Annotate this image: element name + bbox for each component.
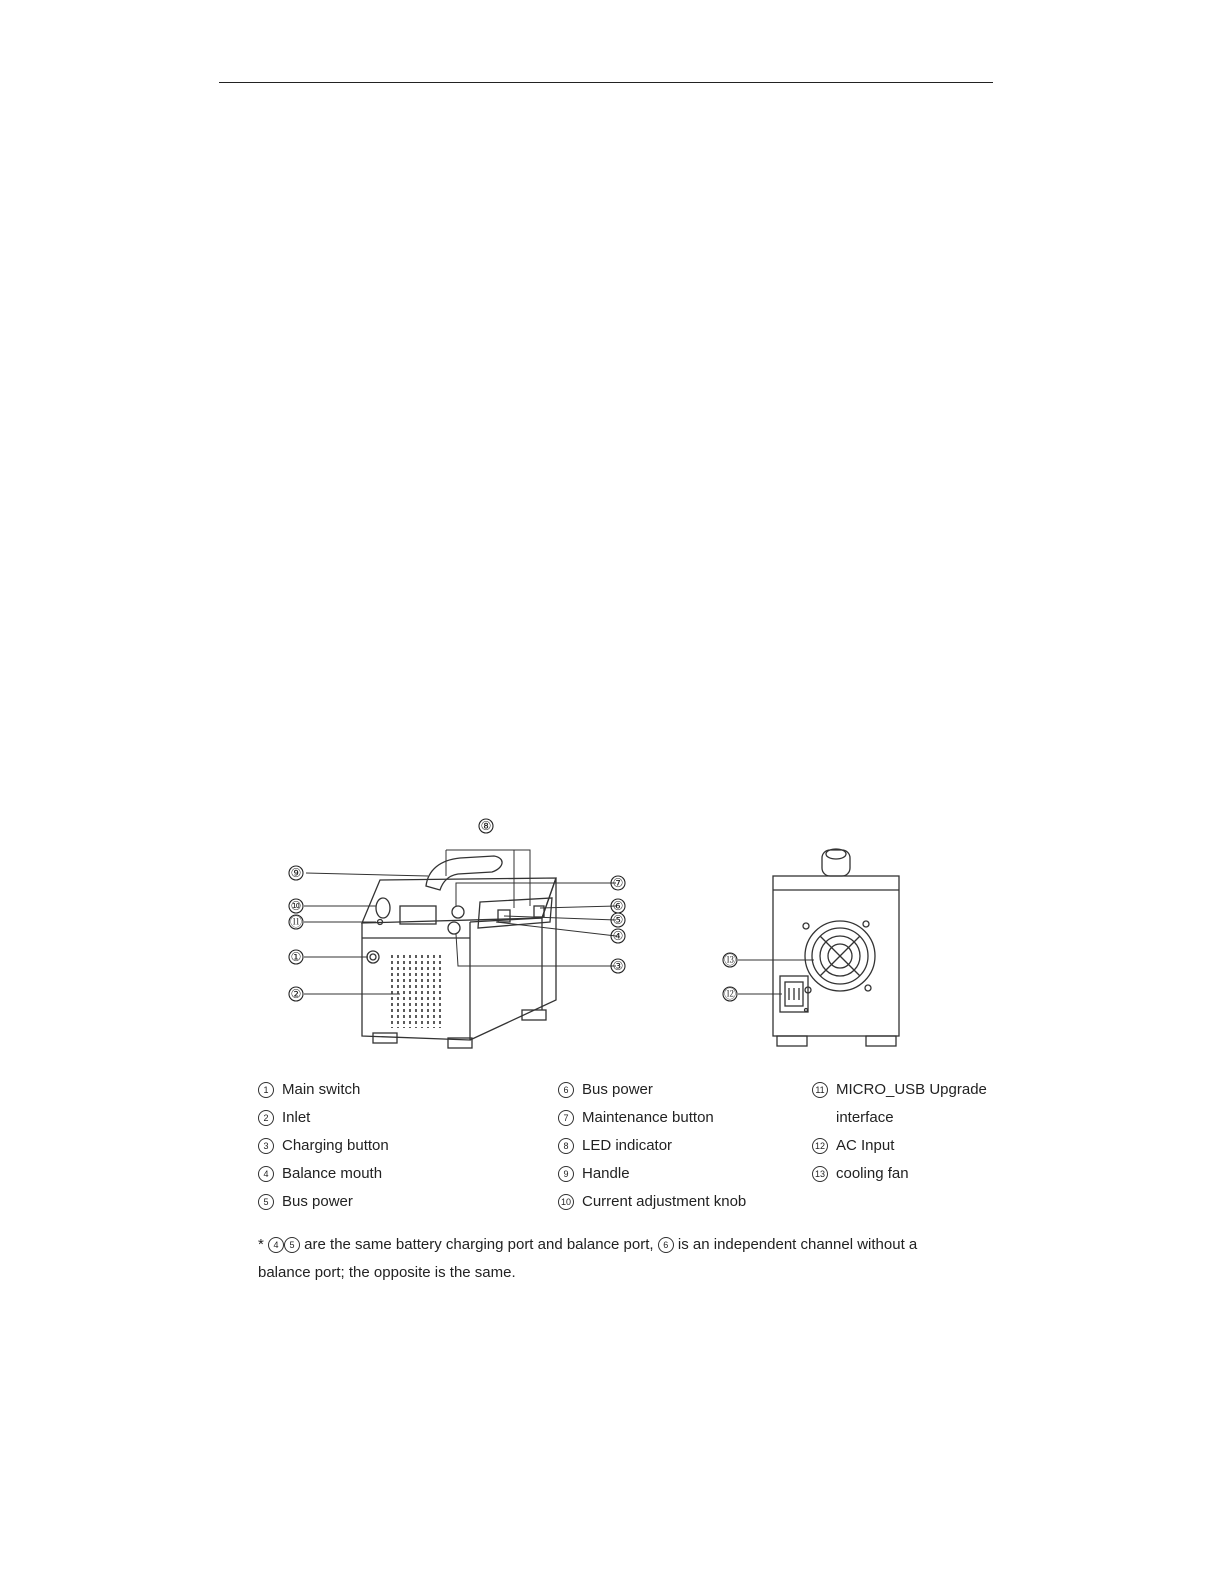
legend-column-1 xyxy=(258,1076,389,1216)
marker-5: ⑤ xyxy=(612,913,624,927)
charger-diagram xyxy=(240,810,1000,1060)
legend-number: 1 xyxy=(258,1082,274,1098)
legend-item xyxy=(812,1132,987,1160)
legend-column-2 xyxy=(558,1076,746,1216)
legend-number: 12 xyxy=(812,1138,828,1154)
legend-label: Current adjustment knob xyxy=(582,1193,747,1210)
legend-label: interface xyxy=(836,1109,894,1126)
footnote-text: is an independent channel without a balance port; the opposite is the same. xyxy=(258,1236,918,1281)
legend-item xyxy=(558,1104,746,1132)
legend-label: Maintenance button xyxy=(582,1109,714,1126)
legend-item-continuation xyxy=(812,1104,987,1132)
legend-number: 9 xyxy=(558,1166,574,1182)
legend-item xyxy=(558,1160,746,1188)
legend-item xyxy=(812,1160,987,1188)
marker-9: ⑨ xyxy=(290,866,302,880)
footnote-text: are the same battery charging port and balance port, xyxy=(300,1236,658,1253)
marker-12: ⑫ xyxy=(723,987,737,1001)
legend-label: MICRO_USB Upgrade xyxy=(836,1081,987,1098)
legend-label: Charging button xyxy=(282,1137,389,1154)
legend-number: 7 xyxy=(558,1110,574,1126)
marker-3: ③ xyxy=(612,959,624,973)
marker-13: ⑬ xyxy=(723,953,737,967)
legend-label: Balance mouth xyxy=(282,1165,383,1182)
footnote-star: * xyxy=(258,1236,264,1253)
marker-8: ⑧ xyxy=(480,819,492,833)
front-view xyxy=(289,819,625,1048)
legend-number: 6 xyxy=(558,1082,574,1098)
header-rule xyxy=(219,82,993,83)
marker-2: ② xyxy=(290,987,302,1001)
legend-item xyxy=(258,1132,389,1160)
legend-number: 3 xyxy=(258,1138,274,1154)
legend-item xyxy=(258,1160,389,1188)
legend-label: Handle xyxy=(582,1165,630,1182)
footnote-number: 4 xyxy=(268,1237,284,1253)
legend-item xyxy=(258,1104,389,1132)
legend-item xyxy=(558,1132,746,1160)
legend-number: 10 xyxy=(558,1194,574,1210)
legend-label: Inlet xyxy=(282,1109,311,1126)
marker-11: ⑪ xyxy=(289,915,303,929)
marker-6: ⑥ xyxy=(612,899,624,913)
legend-item xyxy=(812,1076,987,1104)
legend-item xyxy=(258,1076,389,1104)
legend-number: 11 xyxy=(812,1082,828,1098)
footnote-number: 6 xyxy=(658,1237,674,1253)
marker-1: ① xyxy=(290,950,302,964)
footnote xyxy=(258,1231,958,1287)
legend-label: cooling fan xyxy=(836,1165,909,1182)
legend-item xyxy=(558,1076,746,1104)
legend-label: Main switch xyxy=(282,1081,361,1098)
footnote-number: 5 xyxy=(284,1237,300,1253)
legend-item xyxy=(258,1188,389,1216)
rear-view xyxy=(723,849,899,1046)
marker-4: ④ xyxy=(612,929,624,943)
legend-label: LED indicator xyxy=(582,1137,673,1154)
legend-number: 4 xyxy=(258,1166,274,1182)
legend-label: Bus power xyxy=(582,1081,653,1098)
legend-number: 13 xyxy=(812,1166,828,1182)
legend-column-3 xyxy=(812,1076,987,1188)
legend-label: Bus power xyxy=(282,1193,353,1210)
marker-7: ⑦ xyxy=(612,876,624,890)
legend-number: 2 xyxy=(258,1110,274,1126)
legend-number: 5 xyxy=(258,1194,274,1210)
legend-item xyxy=(558,1188,746,1216)
legend-number: 8 xyxy=(558,1138,574,1154)
legend-label: AC Input xyxy=(836,1137,895,1154)
marker-10: ⑩ xyxy=(290,899,302,913)
